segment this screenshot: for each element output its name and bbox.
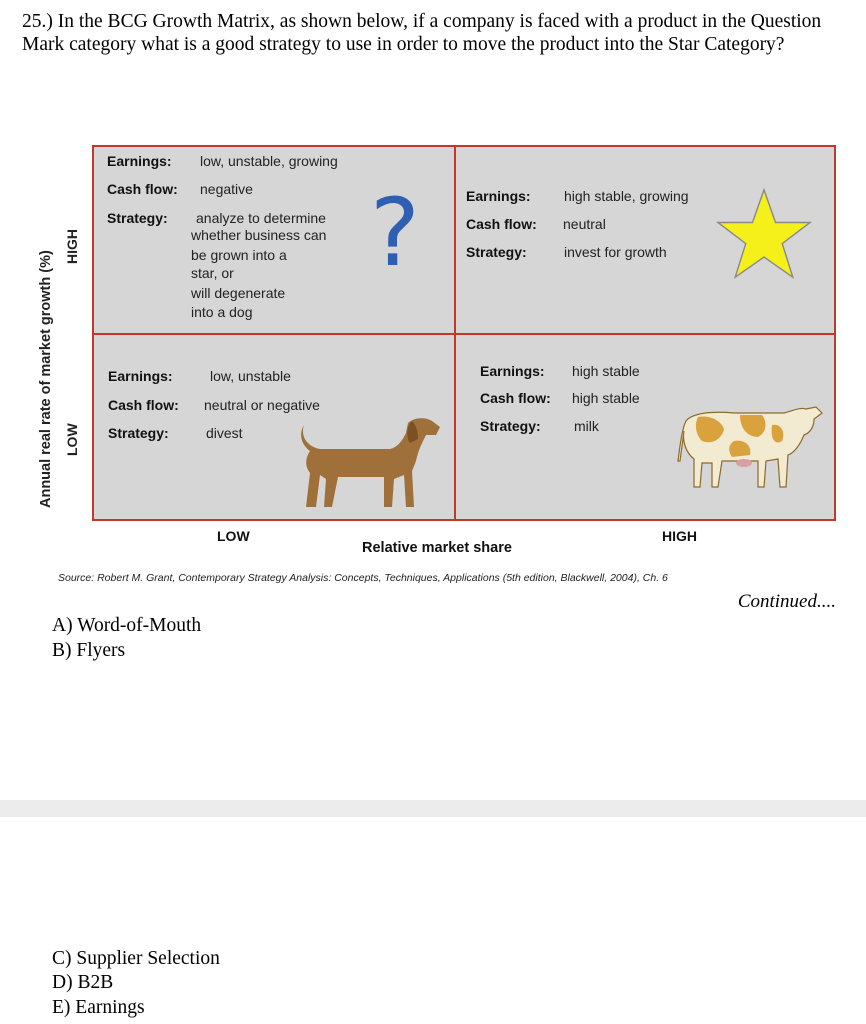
- x-axis-high-label: HIGH: [662, 528, 697, 544]
- qm-strategy-label: Strategy:: [107, 210, 168, 226]
- star-earnings-label: Earnings:: [466, 188, 531, 204]
- dog-earnings-value: low, unstable: [210, 368, 291, 384]
- cow-earnings-value: high stable: [572, 363, 640, 379]
- option-e: E) Earnings: [52, 997, 145, 1018]
- y-axis-high-label: HIGH: [64, 229, 80, 264]
- star-cashflow-label: Cash flow:: [466, 216, 537, 232]
- star-strategy-label: Strategy:: [466, 244, 527, 260]
- qm-strategy-line-6: into a dog: [191, 304, 253, 320]
- star-earnings-value: high stable, growing: [564, 188, 689, 204]
- cow-strategy-label: Strategy:: [480, 418, 541, 434]
- source-citation: Source: Robert M. Grant, Contemporary Strategy Analysis: Concepts, Techniques, Applications (5th edition, Blackwell, 2004), Ch. 6: [58, 572, 668, 584]
- qm-cashflow-value: negative: [200, 181, 253, 197]
- option-b: B) Flyers: [52, 640, 126, 661]
- x-axis-title: Relative market share: [362, 540, 512, 556]
- question-text: 25.) In the BCG Growth Matrix, as shown below, if a company is faced with a product in the Question Mark category what is a good strategy to use in order to move the product into the Star Category?: [22, 11, 822, 55]
- cow-icon: [678, 401, 824, 493]
- cow-cashflow-label: Cash flow:: [480, 390, 551, 406]
- qm-strategy-line-3: be grown into a: [191, 247, 287, 263]
- qm-strategy-line-1: analyze to determine: [196, 210, 326, 226]
- qm-cashflow-label: Cash flow:: [107, 181, 178, 197]
- page-break-divider: [0, 800, 866, 817]
- star-icon: [716, 187, 812, 281]
- dog-strategy-value: divest: [206, 425, 243, 441]
- dog-strategy-label: Strategy:: [108, 425, 169, 441]
- dog-icon: [294, 413, 444, 509]
- bcg-matrix: [92, 145, 836, 521]
- matrix-horizontal-divider: [94, 333, 834, 335]
- option-a: A) Word-of-Mouth: [52, 615, 202, 636]
- dog-earnings-label: Earnings:: [108, 368, 173, 384]
- star-cashflow-value: neutral: [563, 216, 606, 232]
- qm-strategy-line-5: will degenerate: [191, 285, 286, 301]
- option-c: C) Supplier Selection: [52, 948, 220, 969]
- dog-cashflow-value: neutral or negative: [204, 397, 320, 413]
- y-axis-low-label: LOW: [64, 423, 80, 456]
- qm-strategy-line-2: whether business can: [191, 227, 327, 243]
- dog-cashflow-label: Cash flow:: [108, 397, 179, 413]
- star-strategy-value: invest for growth: [564, 244, 667, 260]
- question-mark-icon: ?: [370, 179, 420, 288]
- cow-cashflow-value: high stable: [572, 390, 640, 406]
- qm-earnings-value: low, unstable, growing: [200, 153, 338, 169]
- cow-strategy-value: milk: [574, 418, 599, 434]
- y-axis-title: Annual real rate of market growth (%): [38, 250, 54, 508]
- qm-earnings-label: Earnings:: [107, 153, 172, 169]
- cow-earnings-label: Earnings:: [480, 363, 545, 379]
- x-axis-low-label: LOW: [217, 528, 250, 544]
- continued-note: Continued....: [737, 591, 836, 612]
- qm-strategy-line-4: star, or: [191, 265, 234, 281]
- option-d: D) B2B: [52, 972, 114, 993]
